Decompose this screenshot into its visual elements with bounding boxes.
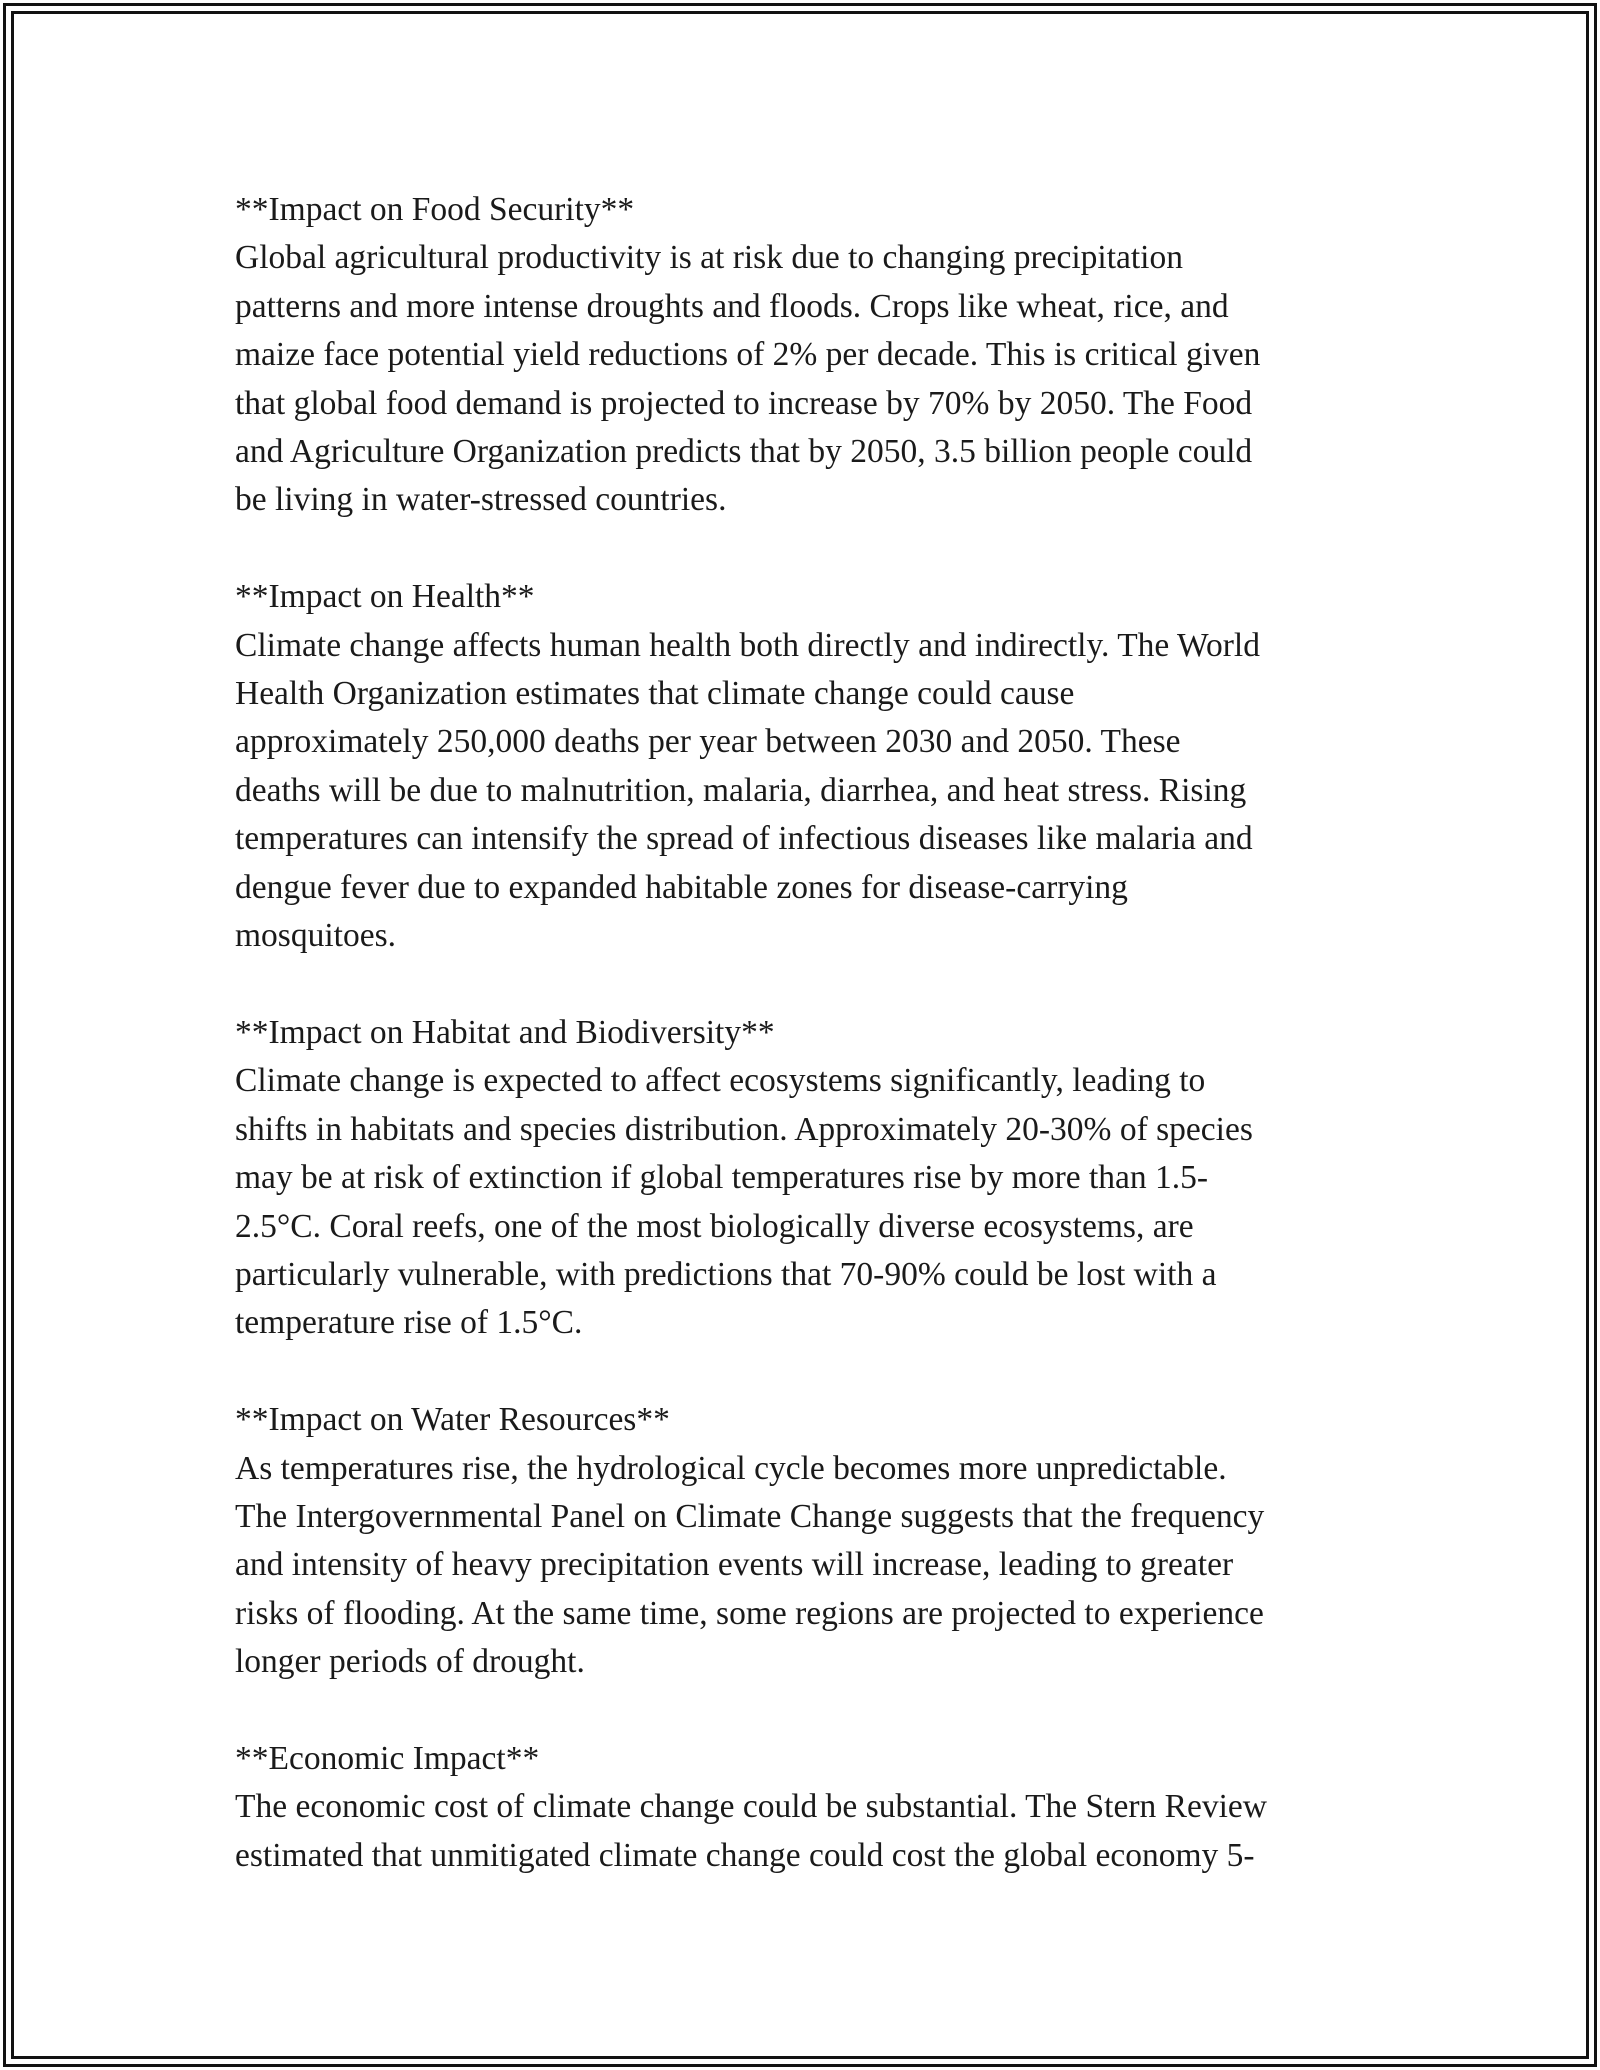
paragraph-line: be living in water-stressed countries. [235,481,727,519]
paragraph-line: dengue fever due to expanded habitable zones for disease-carrying [235,868,1128,906]
section-paragraph [235,1783,1385,1880]
section-heading: **Impact on Habitat and Biodiversity** [235,1013,775,1051]
paragraph-line: particularly vulnerable, with predictions that 70-90% could be lost with a [235,1255,1217,1293]
paragraph-line: 2.5°C. Coral reefs, one of the most biologically diverse ecosystems, are [235,1207,1194,1245]
section-paragraph [235,622,1385,961]
paragraph-line: Climate change is expected to affect ecosystems significantly, leading to [235,1062,1206,1100]
paragraph-line: and intensity of heavy precipitation events will increase, leading to greater [235,1546,1234,1584]
paragraph-line: Health Organization estimates that climate change could cause [235,675,1075,713]
paragraph-line: Global agricultural productivity is at risk due to changing precipitation [235,239,1183,277]
paragraph-line: temperature rise of 1.5°C. [235,1304,583,1342]
paragraph-line: patterns and more intense droughts and floods. Crops like wheat, rice, and [235,287,1229,325]
paragraph-line: maize face potential yield reductions of 2% per decade. This is critical given [235,336,1261,374]
paragraph-line: approximately 250,000 deaths per year between 2030 and 2050. These [235,723,1181,761]
paragraph-line: The Intergovernmental Panel on Climate Change suggests that the frequency [235,1497,1265,1535]
paragraph-line: longer periods of drought. [235,1643,585,1681]
paragraph-line: and Agriculture Organization predicts that by 2050, 3.5 billion people could [235,433,1253,471]
paragraph-line: shifts in habitats and species distribution. Approximately 20-30% of species [235,1110,1253,1148]
paragraph-line: Climate change affects human health both directly and indirectly. The World [235,626,1260,664]
paragraph-line: deaths will be due to malnutrition, malaria, diarrhea, and heat stress. Rising [235,771,1247,809]
section-heading: **Impact on Food Security** [235,191,635,228]
paragraph-line: may be at risk of extinction if global temperatures rise by more than 1.5- [235,1159,1209,1197]
paragraph-line: As temperatures rise, the hydrological cycle becomes more unpredictable. [235,1449,1227,1487]
section-water-resources [235,1396,1385,1686]
paragraph-line: temperatures can intensify the spread of infectious diseases like malaria and [235,820,1253,858]
section-heading: **Economic Impact** [235,1739,540,1777]
paragraph-line: risks of flooding. At the same time, some regions are projected to experience [235,1594,1264,1632]
paragraph-line: The economic cost of climate change could be substantial. The Stern Review [235,1788,1267,1826]
section-paragraph [235,234,1385,524]
section-habitat-biodiversity [235,1009,1385,1348]
paragraph-line: estimated that unmitigated climate change could cost the global economy 5- [235,1836,1255,1874]
section-health [235,573,1385,960]
document-body [235,186,1385,1929]
section-food-security [235,186,1385,525]
section-paragraph [235,1057,1385,1347]
section-economic-impact [235,1735,1385,1880]
section-heading: **Impact on Health** [235,578,535,616]
section-heading: **Impact on Water Resources** [235,1401,670,1439]
paragraph-line: that global food demand is projected to increase by 70% by 2050. The Food [235,384,1253,422]
paragraph-line: mosquitoes. [235,917,396,955]
section-paragraph [235,1445,1385,1687]
